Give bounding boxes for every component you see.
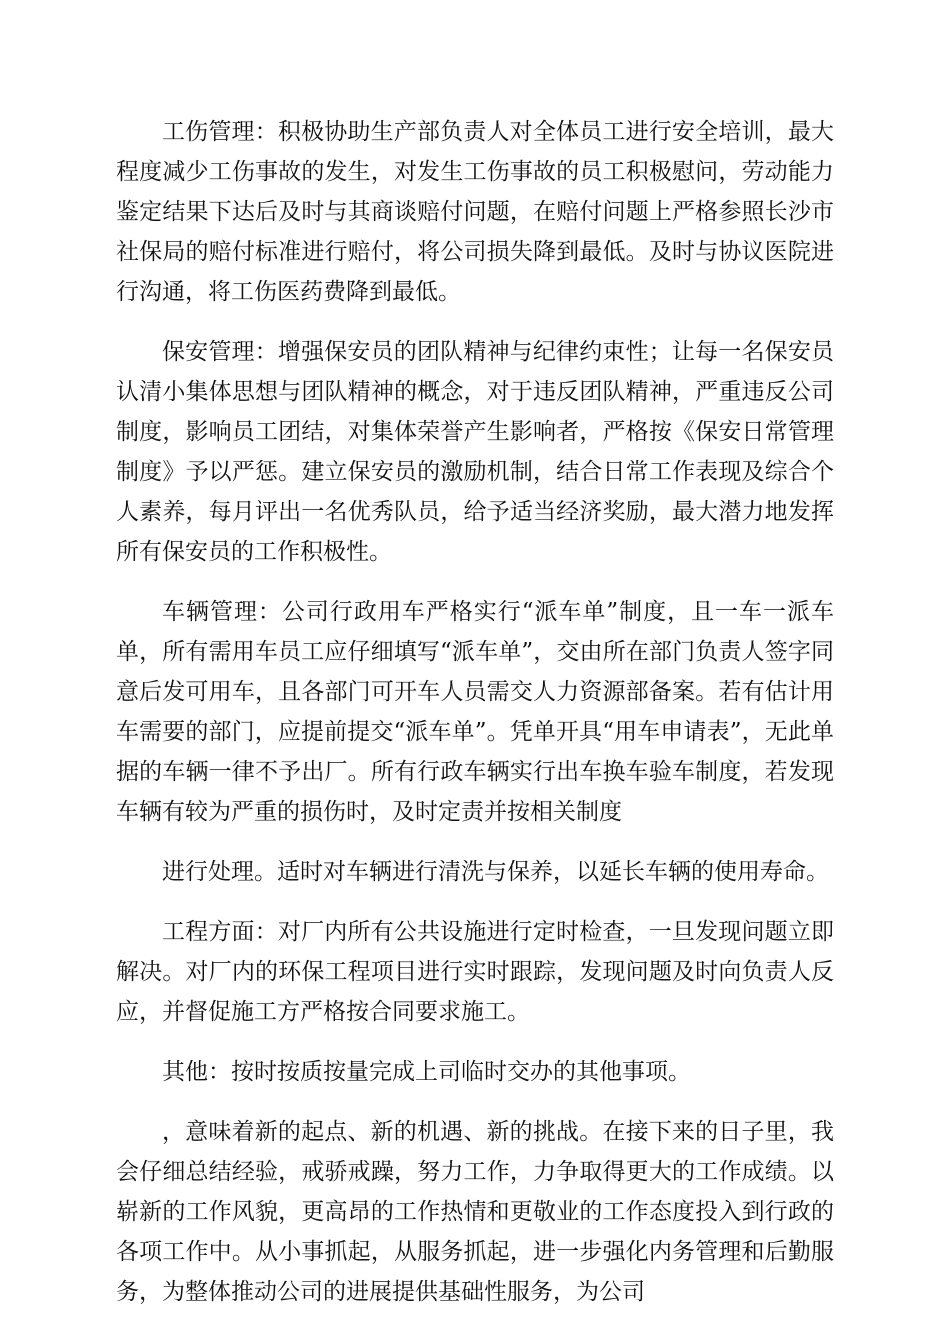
paragraph-vehicles: 车辆管理：公司行政用车严格实行“派车单”制度，且一车一派车单，所有需用车员工应仔细填写“派车单”，交由所在部门负责人签字同意后发可用车，且各部门可开车人员需交人力资源部备案。若有估计用车需要的部门，应提前提交“派车单”。凭单开具“用车申请表”，无此单据的车辆一律不予出厂。所有行政车辆实行出车换车验车制度，若发现车辆有较为严重的损伤时，及时定责并按相关制度: [116, 599, 834, 825]
paragraph-vehicles-continued: 进行处理。适时对车辆进行清洗与保养，以延长车辆的使用寿命。: [162, 859, 829, 885]
paragraph-outlook: ，意味着新的起点、新的机遇、新的挑战。在接下来的日子里，我会仔细总结经验，戒骄戒躁，努力工作，力争取得更大的工作成绩。以崭新的工作风貌，更高昂的工作热情和更敬业的工作态度投入到行政的各项工作中。从小事抓起，从服务抓起，进一步强化内务管理和后勤服务，为整体推动公司的进展提供基础性服务，为公司: [116, 1119, 834, 1305]
paragraph-security: 保安管理：增强保安员的团队精神与纪律约束性；让每一名保安员认清小集体思想与团队精神的概念，对于违反团队精神，严重违反公司制度，影响员工团结，对集体荣誉产生影响者，严格按《保安日常管理制度》予以严惩。建立保安员的激励机制，结合日常工作表现及综合个人素养，每月评出一名优秀队员，给予适当经济奖励，最大潜力地发挥所有保安员的工作积极性。: [116, 339, 834, 565]
paragraph-engineering: 工程方面：对厂内所有公共设施进行定时检查，一旦发现问题立即解决。对厂内的环保工程项目进行实时跟踪，发现问题及时向负责人反应，并督促施工方严格按合同要求施工。: [116, 919, 834, 1025]
paragraph-other: 其他：按时按质按量完成上司临时交办的其他事项。: [162, 1059, 691, 1085]
paragraph-work-injury: 工伤管理：积极协助生产部负责人对全体员工进行安全培训，最大程度减少工伤事故的发生，对发生工伤事故的员工积极慰问，劳动能力鉴定结果下达后及时与其商谈赔付问题，在赔付问题上严格参照长沙市社保局的赔付标准进行赔付，将公司损失降到最低。及时与协议医院进行沟通，将工伤医药费降到最低。: [116, 119, 834, 305]
document-body: [116, 112, 834, 1332]
